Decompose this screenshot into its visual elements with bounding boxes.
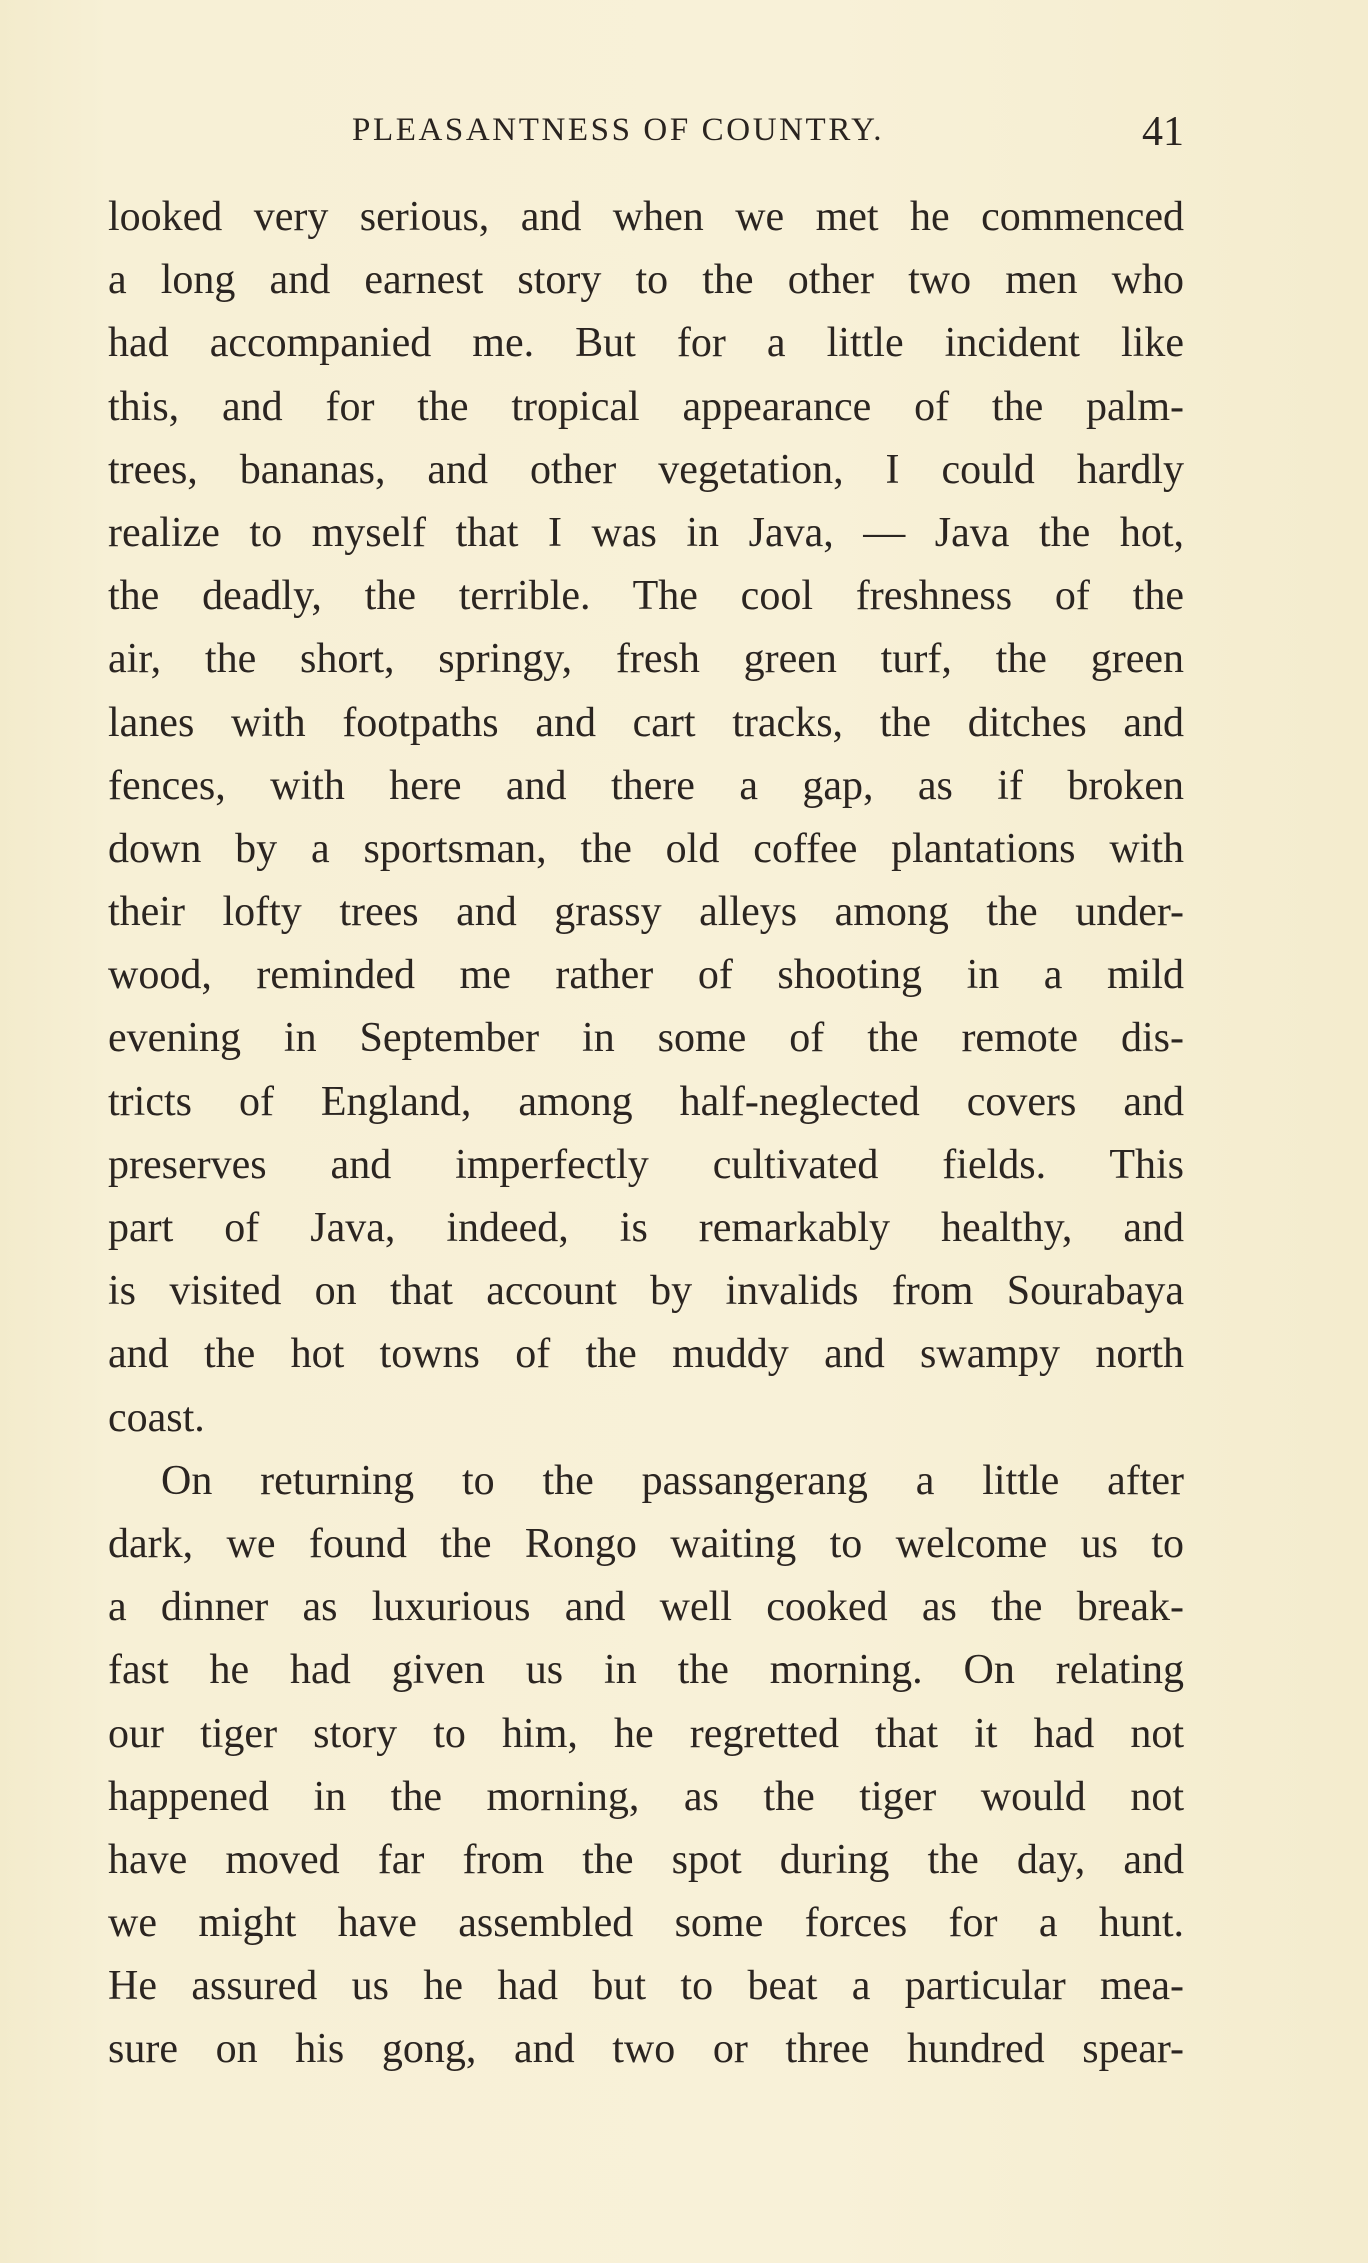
paragraph-1: [108, 186, 1184, 1450]
text-line: sure on his gong, and two or three hundred spear-: [108, 2026, 1184, 2073]
text-line: fences, with here and there a gap, as if broken: [108, 762, 1184, 809]
text-line: had accompanied me. But for a little incident like: [108, 320, 1184, 367]
paragraph-2: [108, 1450, 1184, 2082]
text-line: On returning to the passangerang a little after: [161, 1457, 1184, 1504]
text-line: dark, we found the Rongo waiting to welcome us to: [108, 1520, 1184, 1567]
text-line: trees, bananas, and other vegetation, I could hardly: [108, 446, 1184, 493]
text-line: is visited on that account by invalids from Sourabaya: [108, 1268, 1184, 1315]
text-line: wood, reminded me rather of shooting in a mild: [108, 952, 1184, 999]
text-line: a dinner as luxurious and well cooked as the break-: [108, 1584, 1184, 1631]
page-header: [108, 108, 1184, 158]
text-line: evening in September in some of the remote dis-: [108, 1015, 1184, 1062]
text-line: down by a sportsman, the old coffee plantations with: [108, 825, 1184, 872]
text-line: looked very serious, and when we met he commenced: [108, 194, 1184, 240]
page-number: 41: [1142, 109, 1184, 155]
text-line: air, the short, springy, fresh green turf, the green: [108, 636, 1184, 683]
text-line: and the hot towns of the muddy and swampy north: [108, 1331, 1184, 1378]
body-text: [108, 186, 1184, 2082]
text-line: our tiger story to him, he regretted that it had not: [108, 1710, 1184, 1757]
text-line: coast.: [108, 1394, 205, 1441]
text-line: realize to myself that I was in Java, — Java the hot,: [108, 509, 1184, 556]
running-title: PLEASANTNESS OF COUNTRY.: [352, 112, 885, 148]
text-line: part of Java, indeed, is remarkably healthy, and: [108, 1205, 1184, 1251]
text-line: have moved far from the spot during the day, and: [108, 1836, 1184, 1883]
text-line: the deadly, the terrible. The cool freshness of the: [108, 573, 1184, 620]
text-line: lanes with footpaths and cart tracks, the ditches and: [108, 699, 1184, 746]
text-line: their lofty trees and grassy alleys among the under-: [108, 889, 1184, 936]
text-line: He assured us he had but to beat a particular mea-: [108, 1963, 1184, 2010]
text-line: a long and earnest story to the other two men who: [108, 257, 1184, 304]
text-line: we might have assembled some forces for a hunt.: [108, 1900, 1184, 1947]
text-line: happened in the morning, as the tiger would not: [108, 1773, 1184, 1820]
text-line: this, and for the tropical appearance of the palm-: [108, 383, 1184, 430]
text-line: preserves and imperfectly cultivated fields. This: [108, 1141, 1184, 1188]
text-line: fast he had given us in the morning. On relating: [108, 1647, 1184, 1694]
text-line: tricts of England, among half-neglected covers and: [108, 1078, 1184, 1125]
